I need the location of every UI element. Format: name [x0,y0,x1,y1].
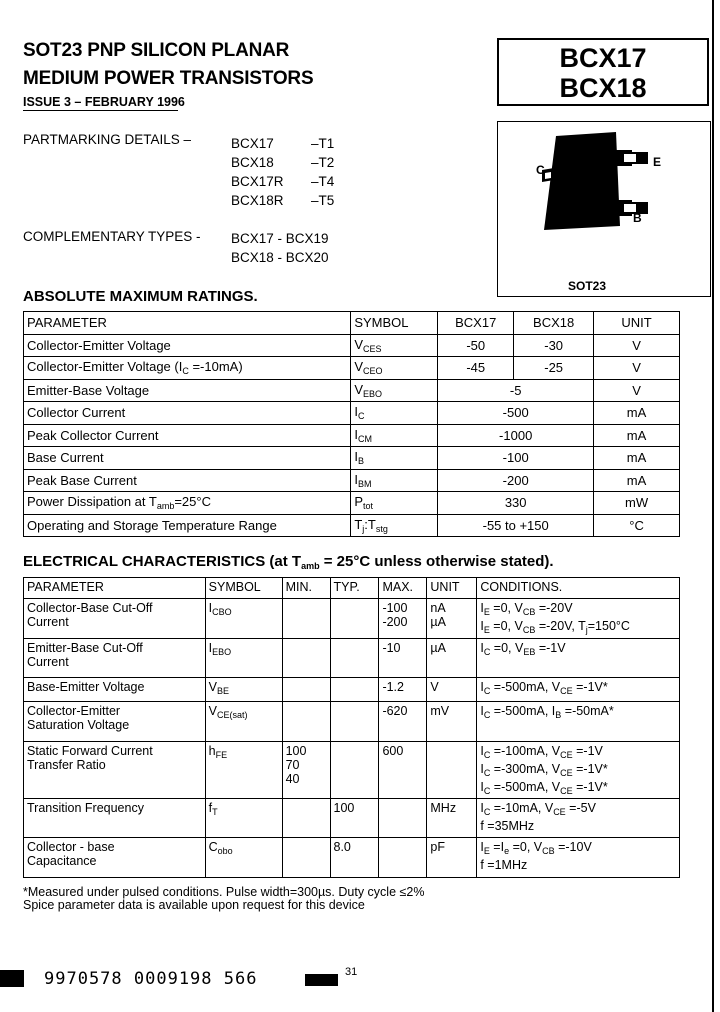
symbol-cell: $P_{tot}$ [351,492,438,515]
bcx18-value: -30 [514,334,594,357]
typ-cell [330,639,379,678]
footer-barcode-number: 9970578 0009198 566 [44,969,258,989]
typ-cell [330,599,379,639]
complementary-pair-1: BCX17 - BCX19 [231,231,329,246]
unit-cell: nA µA [427,599,477,639]
param-cell: Base-Emitter Voltage [24,678,206,702]
param-cell: Emitter-Base Voltage [24,379,351,402]
symbol-cell: $V_{CE(sat)}$ [205,702,282,742]
abs-header-bcx17: BCX17 [438,312,514,335]
table-row [24,447,680,470]
param-cell: Static Forward Current Transfer Ratio [24,742,206,799]
package-box [497,121,711,297]
min-cell [282,702,330,742]
param-cell: Peak Base Current [24,469,351,492]
spice-note: Spice parameter data is available upon request for this device [23,898,365,912]
conditions-cell: $I_C =-500mA$, $V_{CE} =-1V*$ [477,678,680,702]
value-cell: -200 [438,469,594,492]
pin-c-label: C [536,163,545,177]
symbol-cell: $V_{CEO}$ [351,357,438,380]
symbol-cell: $h_{FE}$ [205,742,282,799]
param-cell: Operating and Storage Temperature Range [24,514,351,537]
param-cell: Collector-Emitter Voltage [24,334,351,357]
page-edge-line [712,0,714,1012]
max-cell: 600 [379,742,427,799]
el-header-parameter: PARAMETER [24,578,206,599]
unit-cell: V [594,379,680,402]
param-cell: Collector-Base Cut-Off Current [24,599,206,639]
value-cell: -5 [438,379,594,402]
max-cell [379,799,427,838]
footer-black-mark-right [305,974,338,986]
unit-cell: mV [427,702,477,742]
partmarking-mark-1: –T1 [311,136,335,151]
table-row [24,424,680,447]
part-number-1: BCX17 [559,43,647,73]
value-cell: -100 [438,447,594,470]
param-cell: Transition Frequency [24,799,206,838]
bcx18-value: -25 [514,357,594,380]
unit-cell: mA [594,447,680,470]
symbol-cell: $I_{CBO}$ [205,599,282,639]
el-header-typ: TYP. [330,578,379,599]
unit-cell [427,742,477,799]
symbol-cell: $f_T$ [205,799,282,838]
package-name: SOT23 [568,279,607,293]
footer-black-mark-left [0,970,24,987]
abs-header-bcx18: BCX18 [514,312,594,335]
unit-cell: V [594,334,680,357]
param-cell: Base Current [24,447,351,470]
title-line-1: SOT23 PNP SILICON PLANAR [23,40,290,61]
partmarking-part-3: BCX17R [231,174,284,189]
min-cell [282,599,330,639]
symbol-cell: $I_{CM}$ [351,424,438,447]
page-number: 31 [345,966,358,978]
unit-cell: mA [594,402,680,425]
table-row [24,678,680,702]
min-cell [282,799,330,838]
table-row [24,838,680,878]
value-cell: 330 [438,492,594,515]
pin-b-label: B [633,211,642,225]
table-row [24,599,680,639]
max-cell: -100 -200 [379,599,427,639]
abs-header-unit: UNIT [594,312,680,335]
param-cell: Emitter-Base Cut-Off Current [24,639,206,678]
table-row [24,492,680,515]
symbol-cell: $I_C$ [351,402,438,425]
abs-max-title: ABSOLUTE MAXIMUM RATINGS. [23,288,258,305]
issue-underline [23,110,178,111]
el-header-max: MAX. [379,578,427,599]
param-cell: Collector - base Capacitance [24,838,206,878]
conditions-cell: $I_C =-100mA$, $V_{CE} =-1V$ $I_C =-300mA$, $V_{CE} =-1V*$ $I_C =-500mA$, $V_{CE} =-1V*$ [477,742,680,799]
value-cell: -500 [438,402,594,425]
unit-cell: mA [594,424,680,447]
table-row [24,514,680,537]
conditions-cell: $I_E =0$, $V_{CB} =-20V$ $I_E =0$, $V_{CB} =-20V$, $T_j=150^\circ C$ [477,599,680,639]
abs-header-symbol: SYMBOL [351,312,438,335]
table-row [24,702,680,742]
conditions-cell: $I_E =I_e =0$, $V_{CB} =-10V$ f =1MHz [477,838,680,878]
pulse-note: *Measured under pulsed conditions. Pulse width=300µs. Duty cycle ≤2% [23,885,425,899]
part-number-box [497,38,709,106]
table-row [24,379,680,402]
table-row [24,469,680,492]
symbol-cell: $C_{obo}$ [205,838,282,878]
value-cell: -55 to +150 [438,514,594,537]
bcx17-value: -50 [438,334,514,357]
conditions-cell: $I_C =-500mA$, $I_B =-50mA*$ [477,702,680,742]
partmarking-part-4: BCX18R [231,193,284,208]
el-header-min: MIN. [282,578,330,599]
conditions-cell: $I_C =0$, $V_{EB} =-1V$ [477,639,680,678]
complementary-pair-2: BCX18 - BCX20 [231,250,329,265]
part-number-2: BCX18 [559,73,647,103]
electrical-title: ELECTRICAL CHARACTERISTICS (at $T_{amb} = 25^\circ C$ unless otherwise stated). [23,553,554,571]
typ-cell: 8.0 [330,838,379,878]
table-row [24,334,680,357]
sot23-package-drawing [498,122,709,295]
bcx17-value: -45 [438,357,514,380]
symbol-cell: $I_{BM}$ [351,469,438,492]
unit-cell: mW [594,492,680,515]
param-cell: Peak Collector Current [24,424,351,447]
value-cell: -1000 [438,424,594,447]
table-row [24,639,680,678]
abs-max-header-row [24,312,680,335]
conditions-cell: $I_C =-10mA$, $V_{CE} =-5V$ f =35MHz [477,799,680,838]
symbol-cell: $V_{EBO}$ [351,379,438,402]
partmarking-part-2: BCX18 [231,155,274,170]
unit-cell: V [427,678,477,702]
table-row [24,402,680,425]
symbol-cell: $I_B$ [351,447,438,470]
partmarking-mark-3: –T4 [311,174,335,189]
symbol-cell: $V_{CES}$ [351,334,438,357]
electrical-header-row [24,578,680,599]
issue-date: ISSUE 3 – FEBRUARY 1996 [23,95,185,109]
partmarking-part-1: BCX17 [231,136,274,151]
unit-cell: MHz [427,799,477,838]
typ-cell [330,742,379,799]
min-cell: 100 70 40 [282,742,330,799]
max-cell [379,838,427,878]
param-cell: Power Dissipation at $T_{amb}=25^\circ C$ [24,492,351,515]
table-row [24,799,680,838]
typ-cell: 100 [330,799,379,838]
typ-cell [330,702,379,742]
symbol-cell: $T_j:T_{stg}$ [351,514,438,537]
el-header-conditions: CONDITIONS. [477,578,680,599]
param-cell: Collector Current [24,402,351,425]
electrical-table [23,577,680,878]
min-cell [282,678,330,702]
typ-cell [330,678,379,702]
min-cell [282,838,330,878]
complementary-label: COMPLEMENTARY TYPES - [23,229,201,244]
unit-cell: mA [594,469,680,492]
partmarking-label: PARTMARKING DETAILS – [23,132,192,147]
unit-cell: pF [427,838,477,878]
pin-e-label: E [653,155,662,169]
unit-cell: °C [594,514,680,537]
title-line-2: MEDIUM POWER TRANSISTORS [23,68,314,89]
param-cell: Collector-Emitter Saturation Voltage [24,702,206,742]
el-header-unit: UNIT [427,578,477,599]
max-cell: -620 [379,702,427,742]
table-row [24,357,680,380]
partmarking-mark-4: –T5 [311,193,335,208]
abs-header-parameter: PARAMETER [24,312,351,335]
param-cell: Collector-Emitter Voltage $(I_C =-10mA)$ [24,357,351,380]
unit-cell: µA [427,639,477,678]
min-cell [282,639,330,678]
max-cell: -10 [379,639,427,678]
partmarking-mark-2: –T2 [311,155,335,170]
max-cell: -1.2 [379,678,427,702]
table-row [24,742,680,799]
unit-cell: V [594,357,680,380]
symbol-cell: $V_{BE}$ [205,678,282,702]
abs-max-table [23,311,680,537]
symbol-cell: $I_{EBO}$ [205,639,282,678]
el-header-symbol: SYMBOL [205,578,282,599]
